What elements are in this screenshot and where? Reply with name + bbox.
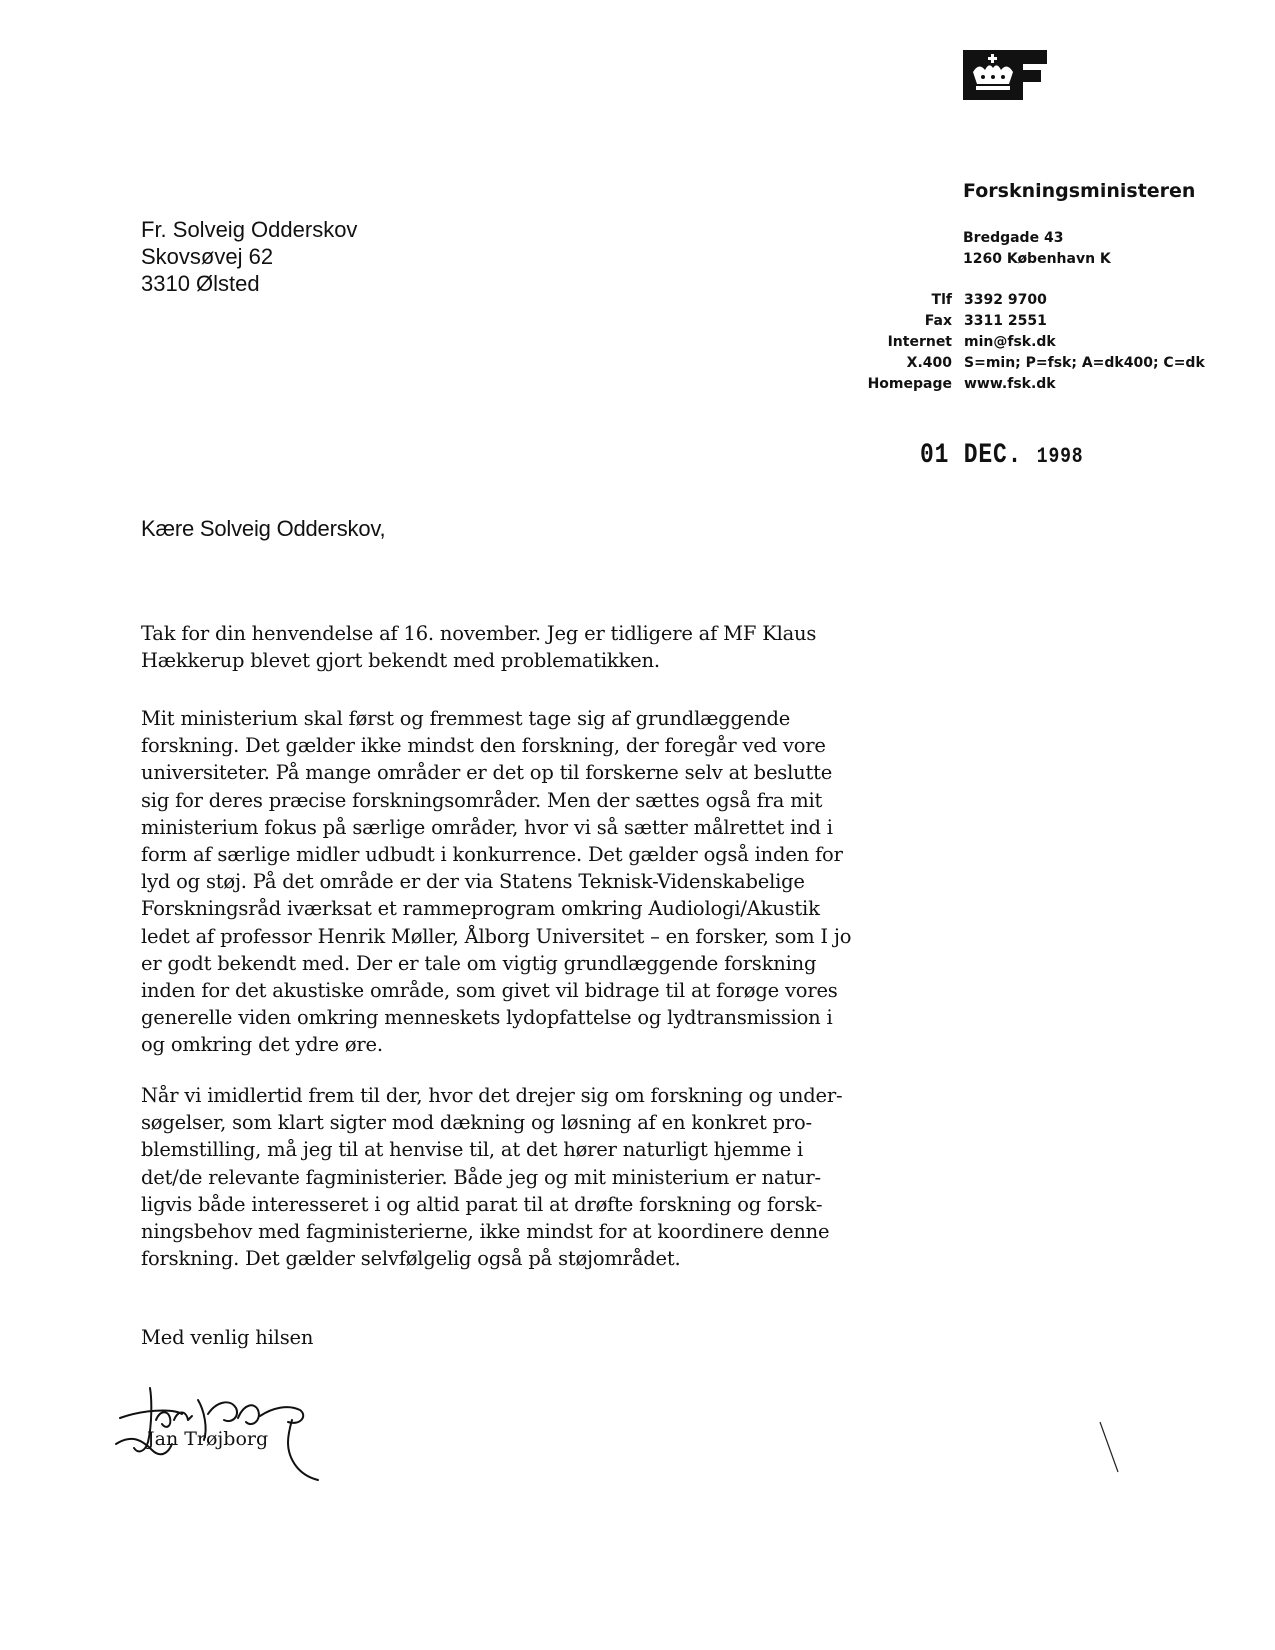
recipient-line: 3310 Ølsted [141, 271, 260, 296]
text-line: ningsbehov med fagministerierne, ikke mindst for at koordinere denne [141, 1220, 830, 1244]
contact-row-fax [850, 311, 1205, 332]
text-line: sig for deres præcise forskningsområder. Men der sættes også fra mit [141, 788, 823, 812]
text-line: forskning. Det gælder selvfølgelig også på støjområdet. [141, 1247, 681, 1271]
contact-value: S=min; P=fsk; A=dk400; C=dk [964, 355, 1205, 371]
text-line: lyd og støj. På det område er der via Statens Teknisk-Videnskabelige [141, 870, 805, 894]
text-line: Forskningsråd iværksat et rammeprogram omkring Audiologi/Akustik [141, 897, 820, 921]
contact-value: 3311 2551 [964, 313, 1047, 329]
text-line: ledet af professor Henrik Møller, Ålborg Universitet – en forsker, som I jo [141, 924, 852, 948]
salutation: Kære Solveig Odderskov, [141, 516, 386, 541]
contact-label: Homepage [867, 376, 952, 392]
date-day-month: 01 DEC. [920, 440, 1023, 471]
recipient-line: Fr. Solveig Odderskov [141, 217, 358, 242]
text-line: det/de relevante fagministerier. Både jeg og mit ministerium er natur- [141, 1165, 821, 1189]
address-line: Bredgade 43 [963, 230, 1064, 246]
text-line: generelle viden omkring menneskets lydopfattelse og lydtransmission i [141, 1006, 833, 1030]
address-line: 1260 København K [963, 251, 1111, 267]
text-line: universiteter. På mange områder er det op til forskerne selv at beslutte [141, 761, 833, 785]
handwritten-signature-icon [112, 1380, 342, 1485]
recipient-address [141, 216, 357, 297]
text-line: ministerium fokus på særlige områder, hvor vi så sætter målrettet ind i [141, 815, 833, 839]
text-line: form af særlige midler udbudt i konkurrence. Det gælder også inden for [141, 843, 843, 867]
organization-address [963, 228, 1111, 270]
crown-logo-icon [963, 50, 1047, 100]
contact-row-phone [850, 290, 1205, 311]
text-line: Tak for din henvendelse af 16. november. Jeg er tidligere af MF Klaus [141, 622, 817, 645]
contact-row-homepage [850, 374, 1205, 395]
body-paragraph-2 [141, 705, 921, 1059]
text-line: Hækkerup blevet gjort bekendt med problematikken. [141, 649, 660, 673]
text-line: og omkring det ydre øre. [141, 1033, 383, 1057]
contact-value: min@fsk.dk [964, 334, 1056, 350]
contact-value: 3392 9700 [964, 292, 1047, 308]
contact-details [850, 290, 1205, 395]
body-paragraph-3 [141, 1082, 921, 1272]
contact-row-x400 [850, 353, 1205, 374]
closing: Med venlig hilsen [141, 1326, 314, 1349]
text-line: ligvis både interesseret i og altid parat til at drøfte forskning og forsk- [141, 1192, 823, 1216]
contact-label: X.400 [906, 355, 952, 371]
text-line: er godt bekendt med. Der er tale om vigtig grundlæggende forskning [141, 951, 817, 975]
contact-label: Internet [887, 334, 952, 350]
signer-name: Jan Trøjborg [147, 1428, 269, 1450]
text-line: Mit ministerium skal først og fremmest tage sig af grundlæggende [141, 707, 791, 730]
organization-name: Forskningsministeren [963, 180, 1196, 202]
recipient-line: Skovsøvej 62 [141, 244, 274, 269]
text-line: inden for det akustiske område, som givet vil bidrage til at forøge vores [141, 979, 838, 1003]
contact-label: Fax [924, 313, 952, 329]
text-line: forskning. Det gælder ikke mindst den forskning, der foregår ved vore [141, 734, 826, 758]
text-line: blemstilling, må jeg til at henvise til, at det hører naturligt hjemme i [141, 1138, 804, 1162]
scan-mark-icon [1098, 1420, 1128, 1480]
body-paragraph-1 [141, 620, 921, 674]
date-year: 1998 [1036, 444, 1084, 469]
contact-value: www.fsk.dk [964, 376, 1056, 392]
text-line: søgelser, som klart sigter mod dækning og løsning af en konkret pro- [141, 1111, 812, 1135]
text-line: Når vi imidlertid frem til der, hvor det drejer sig om forskning og under- [141, 1084, 843, 1107]
contact-row-internet [850, 332, 1205, 353]
date-stamp [920, 440, 1083, 471]
contact-label: Tlf [931, 292, 952, 308]
